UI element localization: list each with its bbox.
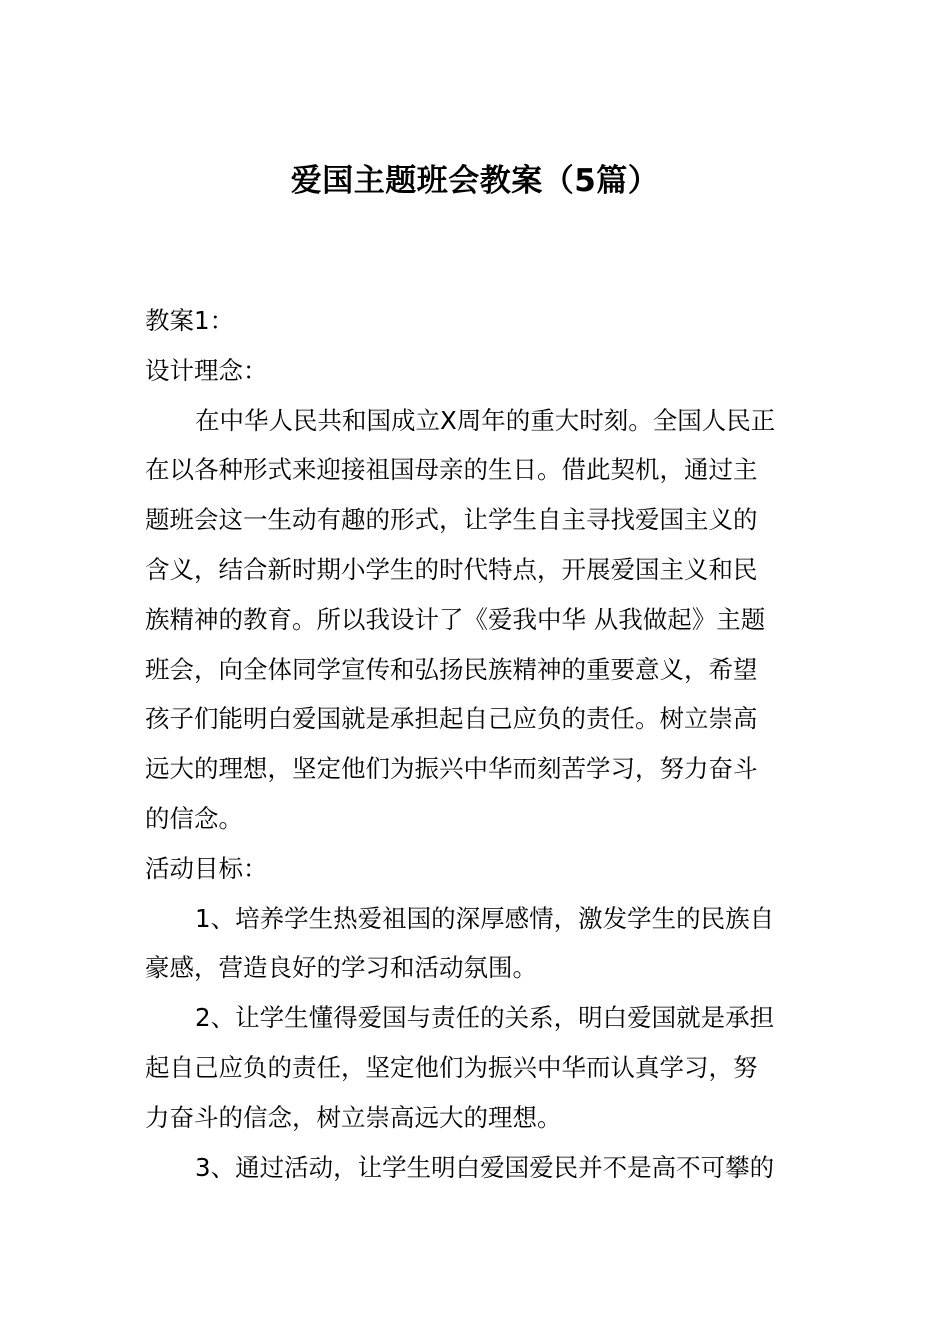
paragraph-line: 2、让学生懂得爱国与责任的关系，明白爱国就是承担: [195, 1003, 775, 1033]
paragraph-line: 的信念。: [145, 803, 243, 833]
paragraph-line: 含义，结合新时期小学生的时代特点，开展爱国主义和民: [145, 554, 758, 584]
paragraph-line: 族精神的教育。所以我设计了《爱我中华 从我做起》主题: [145, 604, 766, 634]
document-body: [145, 296, 810, 1192]
paragraph-line: 孩子们能明白爱国就是承担起自己应负的责任。树立崇高: [145, 704, 758, 734]
paragraph-line: 豪感，营造良好的学习和活动氛围。: [145, 953, 537, 983]
paragraph-line: 题班会这一生动有趣的形式，让学生自主寻找爱国主义的: [145, 505, 758, 535]
paragraph-line: 在以各种形式来迎接祖国母亲的生日。借此契机，通过主: [145, 455, 758, 485]
paragraph-line: 1、培养学生热爱祖国的深厚感情，激发学生的民族自: [195, 903, 775, 933]
paragraph-line: 班会，向全体同学宣传和弘扬民族精神的重要意义，希望: [145, 654, 758, 684]
paragraph-line: 起自己应负的责任，坚定他们为振兴中华而认真学习，努: [145, 1052, 758, 1082]
paragraph-line: 活动目标：: [145, 853, 268, 883]
paragraph-line: 设计理念：: [145, 355, 268, 385]
document-title: 爱国主题班会教案（5篇）: [290, 163, 660, 199]
paragraph-line: 3、通过活动，让学生明白爱国爱民并不是高不可攀的: [195, 1152, 775, 1182]
paragraph-line: 力奋斗的信念，树立崇高远大的理想。: [145, 1102, 562, 1132]
paragraph-line: 在中华人民共和国成立X周年的重大时刻。全国人民正: [195, 405, 776, 435]
paragraph-line: 远大的理想，坚定他们为振兴中华而刻苦学习，努力奋斗: [145, 754, 758, 784]
paragraph-line: 教案1：: [145, 306, 235, 335]
